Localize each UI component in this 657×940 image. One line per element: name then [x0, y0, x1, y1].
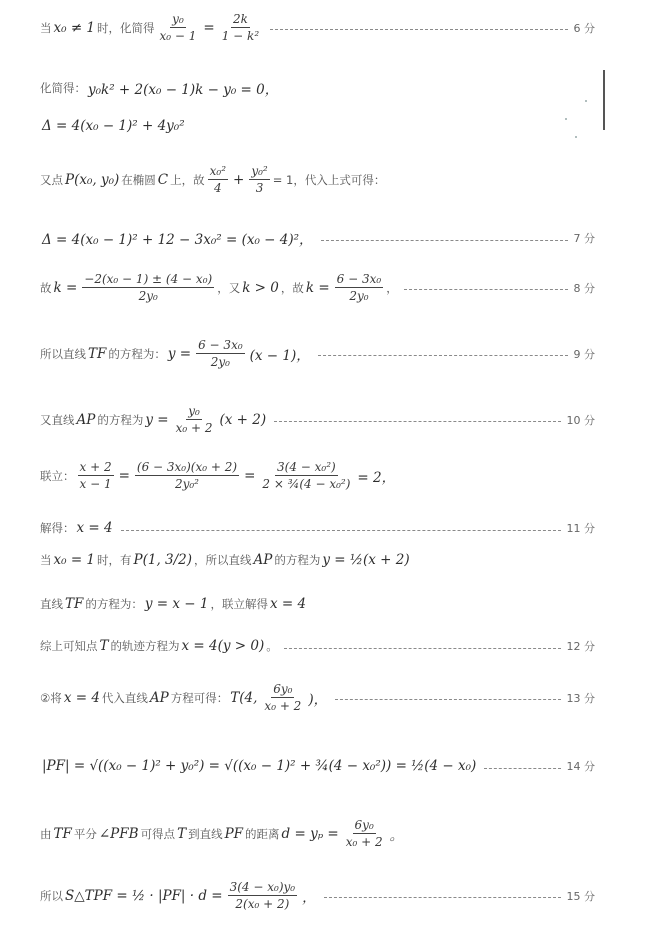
- math: y₀k² + 2(x₀ − 1)k − y₀ = 0，: [88, 82, 279, 98]
- score-label: 7 分: [573, 232, 595, 245]
- math: )，: [308, 691, 328, 708]
- leader-dashes: [284, 648, 561, 649]
- leader-dashes: [318, 355, 568, 356]
- text: 方程可得：: [170, 690, 229, 705]
- math: TF: [88, 345, 107, 362]
- math: T(4,: [230, 689, 258, 706]
- text: 可得点: [140, 826, 176, 841]
- text: 所以直线: [40, 346, 86, 361]
- text: 平分: [73, 826, 97, 841]
- fraction: $\frac{\text{(6 − 3x₀)(x₀ + 2)}}{\text{2y₀²}}$: [136, 460, 238, 491]
- text: 又直线: [40, 412, 75, 427]
- fraction: $\frac{\text{x₀²}}{4}$: [209, 164, 226, 195]
- fraction: $\frac{\text{y₀}}{\text{x₀ − 1}}$: [159, 12, 197, 43]
- solution-line-10: [40, 520, 595, 536]
- text: 当: [40, 553, 52, 567]
- solution-line-15: [40, 758, 595, 774]
- score-label: 12 分: [566, 640, 595, 653]
- text: 所以: [40, 888, 63, 903]
- math: ∠PFB: [98, 825, 139, 842]
- leader-dashes: [121, 530, 561, 531]
- solution-line-6: [40, 272, 595, 303]
- score-label: 13 分: [566, 691, 595, 705]
- text: ，所以直线: [194, 553, 252, 567]
- text: 当: [40, 20, 52, 35]
- fraction: $\frac{\text{6y₀}}{\text{x₀ + 2}}$: [264, 682, 302, 713]
- math: x₀ ≠ 1: [53, 19, 96, 36]
- text: 直线: [40, 597, 63, 611]
- scan-speck: [575, 136, 577, 138]
- math: = 2，: [357, 469, 396, 486]
- solution-line-3: [40, 118, 595, 134]
- text: 时，有: [97, 553, 132, 567]
- solution-line-14: [40, 682, 595, 713]
- solution-line-16: [40, 818, 595, 849]
- score-label: 15 分: [566, 889, 595, 903]
- text: 到直线: [188, 826, 223, 841]
- score-label: 10 分: [566, 413, 595, 427]
- math: AP: [253, 552, 273, 568]
- leader-dashes: [324, 897, 561, 898]
- solution-line-5: [40, 228, 595, 248]
- solution-line-7: [40, 338, 595, 369]
- math: P(1, 3/2): [133, 552, 193, 568]
- leader-dashes: [484, 768, 560, 769]
- math: =: [203, 19, 215, 36]
- math: y = x − 1: [144, 596, 209, 612]
- text: ，又: [217, 280, 241, 295]
- math: k > 0: [242, 279, 279, 296]
- fraction: $\frac{\text{3(4 − x₀)y₀}}{\text{2(x₀ + 2)}}$: [229, 880, 296, 911]
- text: 代入直线: [101, 690, 148, 705]
- math: +: [233, 171, 245, 188]
- math: =: [244, 467, 256, 484]
- math: x₀ = 1: [53, 552, 96, 568]
- text: 解得：: [40, 521, 75, 535]
- text: 在椭圆: [121, 172, 156, 187]
- text: 的方程为：: [85, 597, 143, 611]
- math: k =: [53, 279, 78, 296]
- fraction: $\frac{\text{y₀²}}{3}$: [251, 164, 268, 195]
- math: x = 4: [270, 596, 307, 612]
- fraction: $\frac{\text{6 − 3x₀}}{\text{2y₀}}$: [198, 338, 243, 369]
- scan-speck: [585, 100, 587, 102]
- math: T: [177, 825, 187, 842]
- text: ②将: [40, 690, 62, 705]
- leader-dashes: [321, 240, 568, 241]
- math: AP: [149, 689, 169, 706]
- math: |PF| = √((x₀ − 1)² + y₀²) = √((x₀ − 1)² + ¾(4 − x₀²)) = ½(4 − x₀): [42, 758, 477, 774]
- solution-line-4: [40, 164, 595, 195]
- text: ，联立解得: [210, 597, 268, 611]
- math: PF: [224, 825, 244, 842]
- leader-dashes: [270, 29, 567, 30]
- math: 。: [389, 827, 404, 844]
- math: Δ = 4(x₀ − 1)² + 4y₀²: [42, 118, 185, 134]
- score-label: 9 分: [573, 347, 595, 361]
- text: 的距离: [245, 826, 280, 841]
- text: 联立：: [40, 468, 75, 483]
- solution-line-8: [40, 404, 595, 435]
- text: 化简得：: [40, 81, 86, 95]
- text: 的方程为: [97, 412, 144, 427]
- math: Δ = 4(x₀ − 1)² + 12 − 3x₀² = (x₀ − 4)²，: [42, 232, 313, 248]
- fraction: $\frac{x + 2}{x - 1}$: [79, 460, 112, 491]
- math: y = ½(x + 2): [322, 552, 410, 568]
- solution-line-1: [40, 12, 595, 43]
- score-label: 6 分: [573, 21, 595, 35]
- math: S△TPF = ½ · |PF| · d =: [65, 887, 223, 904]
- math: C: [157, 171, 169, 188]
- math: x = 4: [63, 689, 100, 706]
- text: 时，化简得: [97, 20, 155, 35]
- text: ，: [386, 280, 398, 295]
- math: k =: [305, 279, 330, 296]
- math: x = 4(y > 0): [181, 638, 265, 654]
- text: 的方程为: [274, 553, 321, 567]
- text: = 1，代入上式可得：: [272, 172, 386, 187]
- text: 由: [40, 826, 52, 841]
- leader-dashes: [274, 421, 560, 422]
- math: T: [99, 638, 109, 654]
- text: 综上可知点: [40, 639, 98, 653]
- math: =: [118, 467, 130, 484]
- solution-line-11: [40, 552, 595, 568]
- text: 上，故: [170, 172, 205, 187]
- math: y =: [167, 345, 192, 362]
- score-label: 14 分: [566, 760, 595, 773]
- text: ，故: [280, 280, 304, 295]
- math: AP: [76, 411, 96, 428]
- text: 又点: [40, 172, 63, 187]
- scan-mark: [603, 70, 605, 130]
- solution-line-2: [40, 78, 595, 98]
- math: TF: [65, 596, 84, 612]
- text: 的轨迹方程为: [110, 639, 180, 653]
- math: ，: [302, 889, 316, 906]
- math: x = 4: [76, 520, 113, 536]
- fraction: $\frac{\text{6 − 3x₀}}{\text{2y₀}}$: [336, 272, 382, 303]
- fraction: $\frac{\text{6y₀}}{\text{x₀ + 2}}$: [345, 818, 383, 849]
- score-label: 8 分: [573, 281, 595, 295]
- math: P(x₀, y₀): [65, 171, 120, 188]
- solution-line-12: [40, 596, 595, 612]
- solution-line-17: [40, 880, 595, 911]
- solution-line-13: [40, 638, 595, 654]
- score-label: 11 分: [566, 522, 595, 535]
- math: (x − 1)，: [249, 347, 310, 364]
- math: (x + 2): [219, 411, 267, 428]
- text: 故: [40, 280, 52, 295]
- fraction: $\frac{\text{3(4 − x₀²)}}{\text{2 × ¾(4 − x₀²)}}$: [262, 460, 351, 491]
- math: TF: [53, 825, 72, 842]
- fraction: $\frac{2k}{\text{1 − k²}}$: [221, 12, 260, 43]
- solution-line-9: [40, 460, 595, 491]
- fraction: $\frac{\text{y₀}}{\text{x₀ + 2}}$: [175, 404, 213, 435]
- text: 。: [266, 639, 278, 653]
- math: d = yₚ =: [281, 825, 339, 842]
- text: 的方程为：: [108, 346, 166, 361]
- leader-dashes: [404, 289, 568, 290]
- math: y =: [145, 411, 169, 428]
- leader-dashes: [335, 699, 560, 700]
- fraction: $\frac{\text{−2(x₀ − 1) ± (4 − x₀)}}{\text{2y₀}}$: [84, 272, 213, 303]
